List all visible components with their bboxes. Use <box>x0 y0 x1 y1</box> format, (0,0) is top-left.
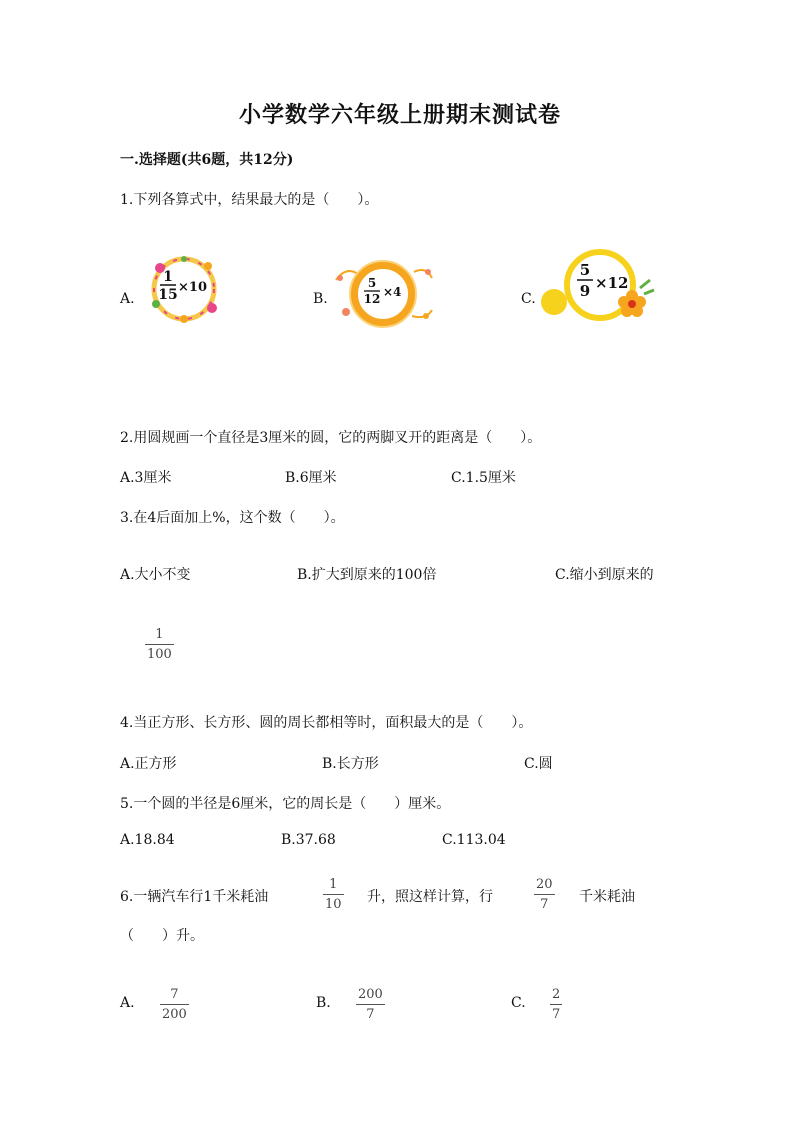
q3c-numerator: 1 <box>155 627 164 642</box>
q1-option-b-badge <box>328 258 438 328</box>
q5-option-a: A.18.84 <box>120 832 175 848</box>
q5-option-c: C.113.04 <box>442 832 506 848</box>
question-1-text: 1.下列各算式中，结果最大的是（ ）。 <box>120 192 379 208</box>
q4-option-c: C.圆 <box>524 756 553 772</box>
q6a-denominator: 200 <box>162 1007 187 1022</box>
q1-option-c-label: C. <box>521 291 536 307</box>
flower-wreath-icon <box>146 254 222 324</box>
q4-option-b: B.长方形 <box>322 756 379 772</box>
q1a-numerator: 1 <box>163 269 173 285</box>
page-title: 小学数学六年级上册期末测试卷 <box>238 102 561 128</box>
q6-fraction-1 <box>323 877 344 912</box>
q1c-denominator: 9 <box>579 282 591 300</box>
section-heading: 一.选择题(共6题，共12分) <box>120 152 294 168</box>
q6f2-denominator: 7 <box>540 897 549 912</box>
q1a-operator: ×10 <box>178 280 207 295</box>
q1a-denominator: 15 <box>158 287 178 303</box>
q6c-denominator: 7 <box>552 1007 561 1022</box>
q6-option-b-label: B. <box>316 995 331 1011</box>
q6a-numerator: 7 <box>170 987 179 1002</box>
q6-option-b-fraction <box>356 987 385 1022</box>
q6-option-a-fraction <box>160 987 189 1022</box>
q2-option-a: A.3厘米 <box>120 470 172 486</box>
q1c-operator: ×12 <box>595 274 629 292</box>
q1-option-b-label: B. <box>313 291 328 307</box>
q3c-denominator: 100 <box>147 647 172 662</box>
question-4-text: 4.当正方形、长方形、圆的周长都相等时，面积最大的是（ ）。 <box>120 715 533 731</box>
q6c-numerator: 2 <box>552 987 561 1002</box>
q6-option-c-fraction <box>550 987 562 1022</box>
q6b-numerator: 200 <box>358 987 383 1002</box>
question-6-part1: 6.一辆汽车行1千米耗油 <box>120 889 269 905</box>
q1c-numerator: 5 <box>579 261 591 279</box>
question-6-part3: 千米耗油 <box>579 889 635 905</box>
q2-option-c: C.1.5厘米 <box>451 470 516 486</box>
q6-fraction-2 <box>534 877 555 912</box>
q1b-denominator: 12 <box>363 292 381 306</box>
q1-option-a-label: A. <box>120 291 135 307</box>
q6f1-denominator: 10 <box>325 897 342 912</box>
q1-option-a-badge <box>146 254 222 324</box>
q6b-denominator: 7 <box>366 1007 375 1022</box>
orange-ring-icon <box>328 258 438 328</box>
yellow-ring-icon <box>540 248 656 324</box>
q6f2-numerator: 20 <box>536 877 553 892</box>
q3-option-c-fraction <box>145 627 174 662</box>
q6-option-c-label: C. <box>511 995 526 1011</box>
q3-option-c: C.缩小到原来的 <box>555 567 654 583</box>
q6-option-a-label: A. <box>120 995 135 1011</box>
question-6-line2: （ ）升。 <box>120 928 204 944</box>
q5-option-b: B.37.68 <box>281 832 336 848</box>
question-5-text: 5.一个圆的半径是6厘米，它的周长是（ ）厘米。 <box>120 796 451 812</box>
question-6-part2: 升，照这样计算，行 <box>367 889 493 905</box>
q1-option-c-badge <box>540 248 656 324</box>
q1b-operator: ×4 <box>383 285 402 299</box>
q4-option-a: A.正方形 <box>120 756 177 772</box>
q1b-numerator: 5 <box>367 276 377 290</box>
question-2-text: 2.用圆规画一个直径是3厘米的圆，它的两脚叉开的距离是（ ）。 <box>120 430 542 446</box>
q3-option-a: A.大小不变 <box>120 567 191 583</box>
question-3-text: 3.在4后面加上%，这个数（ ）。 <box>120 510 345 526</box>
q3-option-b: B.扩大到原来的100倍 <box>297 567 437 583</box>
q2-option-b: B.6厘米 <box>285 470 337 486</box>
q6f1-numerator: 1 <box>329 877 338 892</box>
